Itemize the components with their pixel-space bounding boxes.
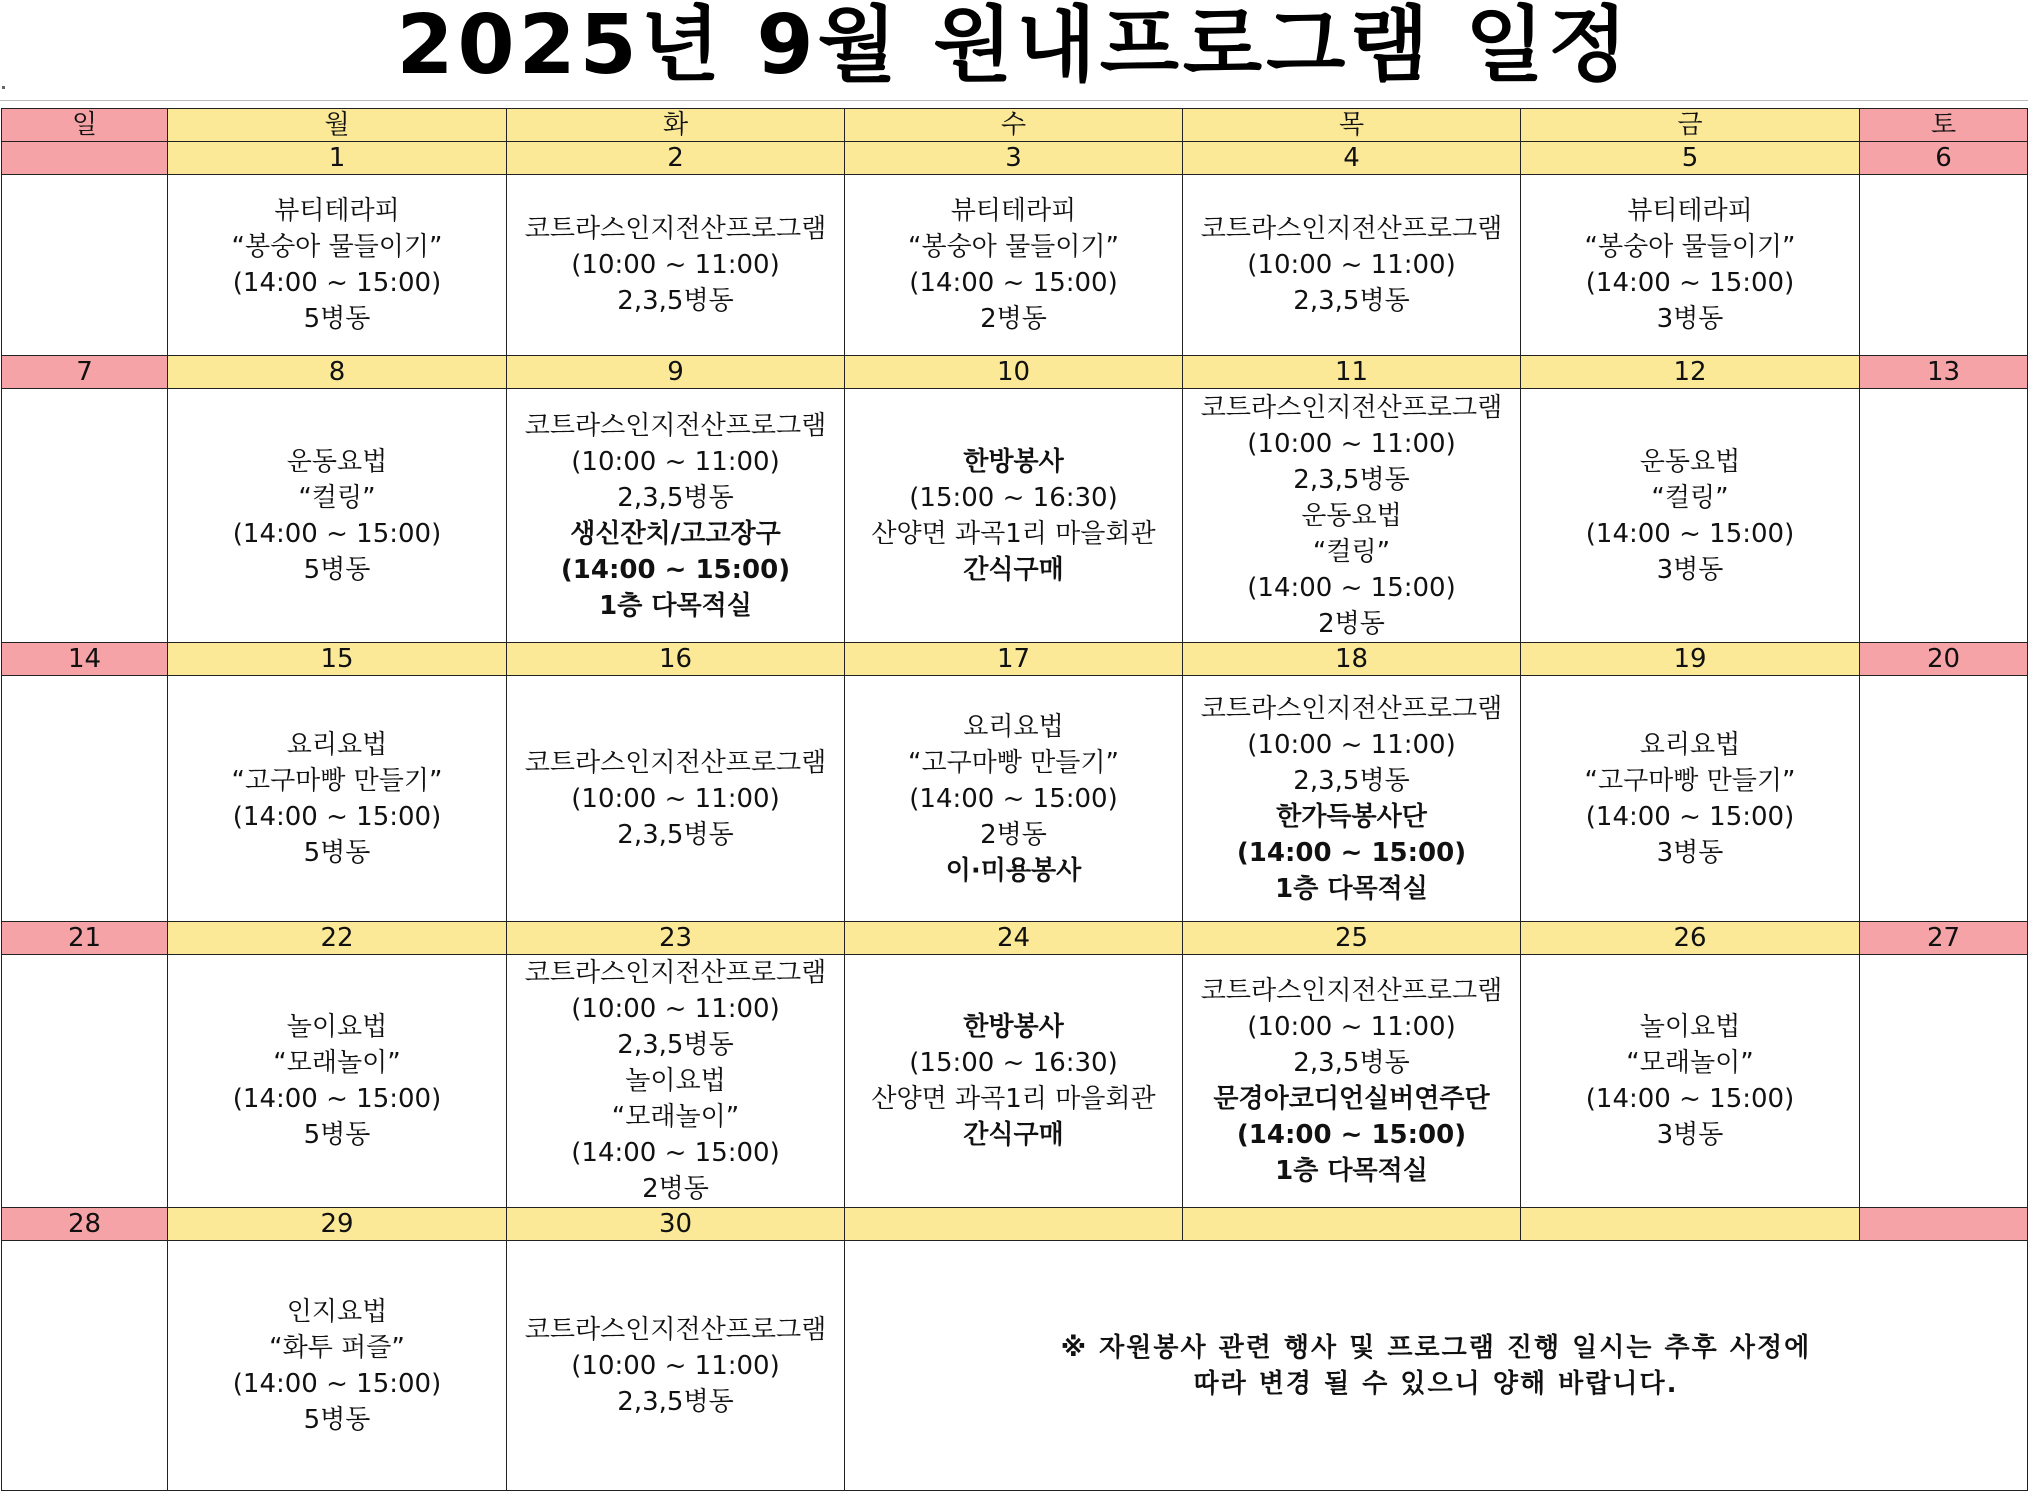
date-cell: 8 [168, 356, 507, 389]
date-cell: 25 [1183, 922, 1521, 955]
schedule-line: 산양면 과곡1리 마을회관 [871, 518, 1156, 549]
notice-line: 따라 변경 될 수 있으니 양해 바랍니다. [1193, 1368, 1679, 1399]
schedule-cell [1521, 175, 1860, 356]
schedule-line: “봉숭아 물들이기” [231, 232, 443, 262]
schedule-line: 5병동 [303, 837, 371, 868]
schedule-line: 2,3,5병동 [617, 1030, 734, 1060]
schedule-line: (14:00 ~ 15:00) [909, 268, 1118, 298]
date-cell: 2 [507, 142, 845, 175]
schedule-line: 코트라스인지전산프로그램 [1200, 392, 1503, 423]
schedule-line: 뷰티테라피 [1627, 196, 1753, 226]
weekday-header-cell: 수 [845, 109, 1183, 142]
schedule-line: “고구마빵 만들기” [231, 765, 443, 796]
schedule-line: 2병동 [1318, 608, 1385, 639]
schedule-line: “컬링” [1651, 482, 1729, 513]
schedule-cell [168, 175, 507, 356]
schedule-row [2, 1241, 2028, 1491]
schedule-line: 2병동 [980, 819, 1047, 850]
schedule-line: “봉숭아 물들이기” [1584, 232, 1796, 262]
schedule-line: 코트라스인지전산프로그램 [524, 958, 827, 988]
date-cell: 15 [168, 643, 507, 676]
schedule-line: 한방봉사 [963, 446, 1064, 477]
schedule-cell [1521, 676, 1860, 922]
corner-mark [2, 86, 5, 89]
schedule-cell [1183, 175, 1521, 356]
date-cell: 24 [845, 922, 1183, 955]
date-cell: 3 [845, 142, 1183, 175]
schedule-line: (10:00 ~ 11:00) [571, 250, 780, 280]
schedule-cell [507, 175, 845, 356]
date-cell: 9 [507, 356, 845, 389]
schedule-cell [1183, 389, 1521, 643]
schedule-line: 2,3,5병동 [1293, 286, 1410, 316]
schedule-line: 3병동 [1656, 554, 1724, 585]
empty-cell [2, 955, 168, 1208]
schedule-line: 5병동 [303, 1120, 371, 1150]
date-cell: 30 [507, 1208, 845, 1241]
schedule-cell [507, 1241, 845, 1491]
date-row [2, 142, 2028, 175]
schedule-line: 1층 다목적실 [1275, 873, 1428, 904]
schedule-line: 코트라스인지전산프로그램 [1200, 214, 1503, 244]
schedule-line: 3병동 [1656, 1120, 1724, 1150]
schedule-line: 문경아코디언실버연주단 [1213, 1084, 1490, 1114]
schedule-line: (10:00 ~ 11:00) [1247, 729, 1456, 760]
schedule-row [2, 676, 2028, 922]
empty-cell [2, 1241, 168, 1491]
date-cell: 19 [1521, 643, 1860, 676]
schedule-line: 운동요법 [1301, 500, 1402, 531]
date-cell [1860, 1208, 2028, 1241]
schedule-line: (14:00 ~ 15:00) [571, 1138, 780, 1168]
schedule-line: (14:00 ~ 15:00) [232, 518, 442, 549]
schedule-line: (14:00 ~ 15:00) [1247, 572, 1456, 603]
date-cell: 23 [507, 922, 845, 955]
schedule-line: 간식구매 [963, 1120, 1064, 1150]
schedule-line: (14:00 ~ 15:00) [1585, 801, 1795, 832]
date-cell: 14 [2, 643, 168, 676]
weekday-header-cell: 일 [2, 109, 168, 142]
empty-cell [1860, 175, 2028, 356]
schedule-line: “컬링” [1312, 536, 1391, 567]
empty-cell [1860, 676, 2028, 922]
schedule-line: “고구마빵 만들기” [907, 747, 1120, 778]
schedule-line: “봉숭아 물들이기” [907, 232, 1120, 262]
schedule-line: “모래놀이” [1626, 1048, 1754, 1078]
schedule-line: 코트라스인지전산프로그램 [524, 410, 827, 441]
date-cell: 1 [168, 142, 507, 175]
schedule-line: 2,3,5병동 [617, 1386, 734, 1417]
date-cell: 17 [845, 643, 1183, 676]
schedule-line: (10:00 ~ 11:00) [1247, 1012, 1456, 1042]
schedule-line: 코트라스인지전산프로그램 [524, 214, 827, 244]
schedule-line: (15:00 ~ 16:30) [909, 1048, 1118, 1078]
schedule-line: 5병동 [303, 554, 371, 585]
date-cell: 16 [507, 643, 845, 676]
schedule-line: 3병동 [1656, 304, 1724, 334]
schedule-row [2, 955, 2028, 1208]
date-cell [2, 142, 168, 175]
weekday-header-cell: 토 [1860, 109, 2028, 142]
schedule-cell [1183, 955, 1521, 1208]
schedule-line: 운동요법 [1639, 446, 1741, 477]
schedule-line: 인지요법 [286, 1296, 388, 1327]
schedule-line: 간식구매 [963, 554, 1064, 585]
schedule-line: (14:00 ~ 15:00) [232, 1368, 442, 1399]
schedule-line: 2병동 [980, 304, 1047, 334]
date-cell: 29 [168, 1208, 507, 1241]
schedule-line: 3병동 [1656, 837, 1724, 868]
schedule-cell [1521, 389, 1860, 643]
schedule-line: 산양면 과곡1리 마을회관 [871, 1084, 1156, 1114]
schedule-line: 2,3,5병동 [617, 286, 734, 316]
date-row [2, 356, 2028, 389]
date-cell: 13 [1860, 356, 2028, 389]
weekday-header-row [2, 109, 2028, 142]
schedule-line: (14:00 ~ 15:00) [232, 268, 442, 298]
schedule-line: (14:00 ~ 15:00) [232, 801, 442, 832]
date-cell: 21 [2, 922, 168, 955]
date-cell: 11 [1183, 356, 1521, 389]
date-cell: 6 [1860, 142, 2028, 175]
date-row [2, 1208, 2028, 1241]
schedule-line: “화투 퍼즐” [269, 1332, 405, 1363]
date-cell: 22 [168, 922, 507, 955]
schedule-line: 놀이요법 [1639, 1012, 1741, 1042]
schedule-line: (10:00 ~ 11:00) [1247, 428, 1456, 459]
date-cell: 4 [1183, 142, 1521, 175]
schedule-line: (14:00 ~ 15:00) [232, 1084, 442, 1114]
notice-text [845, 1241, 2028, 1491]
schedule-line: 코트라스인지전산프로그램 [524, 1314, 827, 1345]
schedule-line: 2,3,5병동 [617, 819, 734, 850]
schedule-line: (14:00 ~ 15:00) [1236, 837, 1467, 868]
date-cell: 7 [2, 356, 168, 389]
schedule-line: 이·미용봉사 [945, 855, 1082, 886]
schedule-cell [845, 955, 1183, 1208]
schedule-line: 코트라스인지전산프로그램 [1200, 976, 1503, 1006]
weekday-header-cell: 월 [168, 109, 507, 142]
weekday-header-cell: 금 [1521, 109, 1860, 142]
schedule-line: 2,3,5병동 [617, 482, 734, 513]
schedule-line: “고구마빵 만들기” [1584, 765, 1796, 796]
schedule-cell [168, 676, 507, 922]
schedule-line: 한방봉사 [963, 1012, 1064, 1042]
date-cell [845, 1208, 1183, 1241]
date-cell: 26 [1521, 922, 1860, 955]
page-title: 2025년 9월 원내프로그램 일정 [396, 0, 1632, 93]
schedule-line: 운동요법 [286, 446, 388, 477]
date-cell [1183, 1208, 1521, 1241]
date-cell: 27 [1860, 922, 2028, 955]
schedule-line: “모래놀이” [273, 1048, 401, 1078]
schedule-line: 2,3,5병동 [1293, 765, 1410, 796]
schedule-line: “컬링” [298, 482, 376, 513]
schedule-line: 코트라스인지전산프로그램 [524, 747, 827, 778]
schedule-cell [168, 1241, 507, 1491]
schedule-line: 2,3,5병동 [1293, 1048, 1410, 1078]
date-cell: 12 [1521, 356, 1860, 389]
schedule-line: (10:00 ~ 11:00) [571, 446, 780, 477]
schedule-line: 놀이요법 [625, 1066, 726, 1096]
schedule-line: 2병동 [642, 1174, 709, 1204]
date-cell: 20 [1860, 643, 2028, 676]
schedule-cell [507, 389, 845, 643]
schedule-cell [168, 389, 507, 643]
empty-cell [2, 676, 168, 922]
schedule-line: (10:00 ~ 11:00) [1247, 250, 1456, 280]
schedule-line: 한가득봉사단 [1276, 801, 1427, 832]
schedule-line: (10:00 ~ 11:00) [571, 783, 780, 814]
schedule-line: 요리요법 [286, 729, 388, 760]
schedule-cell [1183, 676, 1521, 922]
empty-cell [1860, 955, 2028, 1208]
title-divider [0, 100, 2028, 101]
date-cell: 5 [1521, 142, 1860, 175]
calendar-table [1, 108, 2028, 1491]
schedule-line: 5병동 [303, 1404, 371, 1435]
schedule-cell [845, 389, 1183, 643]
schedule-row [2, 175, 2028, 356]
schedule-row [2, 389, 2028, 643]
schedule-line: 뷰티테라피 [950, 196, 1077, 226]
empty-cell [1860, 389, 2028, 643]
schedule-line: 5병동 [303, 304, 371, 334]
schedule-cell [507, 955, 845, 1208]
date-cell: 28 [2, 1208, 168, 1241]
schedule-line: 요리요법 [1639, 729, 1741, 760]
date-row [2, 643, 2028, 676]
schedule-line: (14:00 ~ 15:00) [1236, 1120, 1467, 1150]
schedule-cell [845, 175, 1183, 356]
schedule-line: (14:00 ~ 15:00) [1585, 1084, 1795, 1114]
schedule-line: (10:00 ~ 11:00) [571, 1350, 780, 1381]
schedule-cell [1521, 955, 1860, 1208]
empty-cell [2, 175, 168, 356]
schedule-line: 요리요법 [963, 711, 1064, 742]
schedule-line: 코트라스인지전산프로그램 [1200, 693, 1503, 724]
date-row [2, 922, 2028, 955]
schedule-line: 놀이요법 [286, 1012, 388, 1042]
date-cell: 10 [845, 356, 1183, 389]
schedule-line: 1층 다목적실 [599, 590, 752, 621]
schedule-cell [507, 676, 845, 922]
schedule-line: 2,3,5병동 [1293, 464, 1410, 495]
weekday-header-cell: 목 [1183, 109, 1521, 142]
schedule-cell [845, 676, 1183, 922]
date-cell [1521, 1208, 1860, 1241]
empty-cell [2, 389, 168, 643]
schedule-line: 뷰티테라피 [274, 196, 400, 226]
schedule-line: (14:00 ~ 15:00) [909, 783, 1118, 814]
schedule-cell [168, 955, 507, 1208]
notice-line: ※ 자원봉사 관련 행사 및 프로그램 진행 일시는 추후 사정에 [1060, 1332, 1812, 1363]
weekday-header-cell: 화 [507, 109, 845, 142]
schedule-line: (14:00 ~ 15:00) [1585, 518, 1795, 549]
schedule-line: (10:00 ~ 11:00) [571, 994, 780, 1024]
schedule-line: “모래놀이” [611, 1102, 740, 1132]
schedule-line: (15:00 ~ 16:30) [909, 482, 1118, 513]
schedule-line: 1층 다목적실 [1275, 1156, 1428, 1186]
schedule-line: 생신잔치/고고장구 [570, 518, 781, 549]
schedule-line: (14:00 ~ 15:00) [1585, 268, 1795, 298]
schedule-line: (14:00 ~ 15:00) [560, 554, 791, 585]
date-cell: 18 [1183, 643, 1521, 676]
